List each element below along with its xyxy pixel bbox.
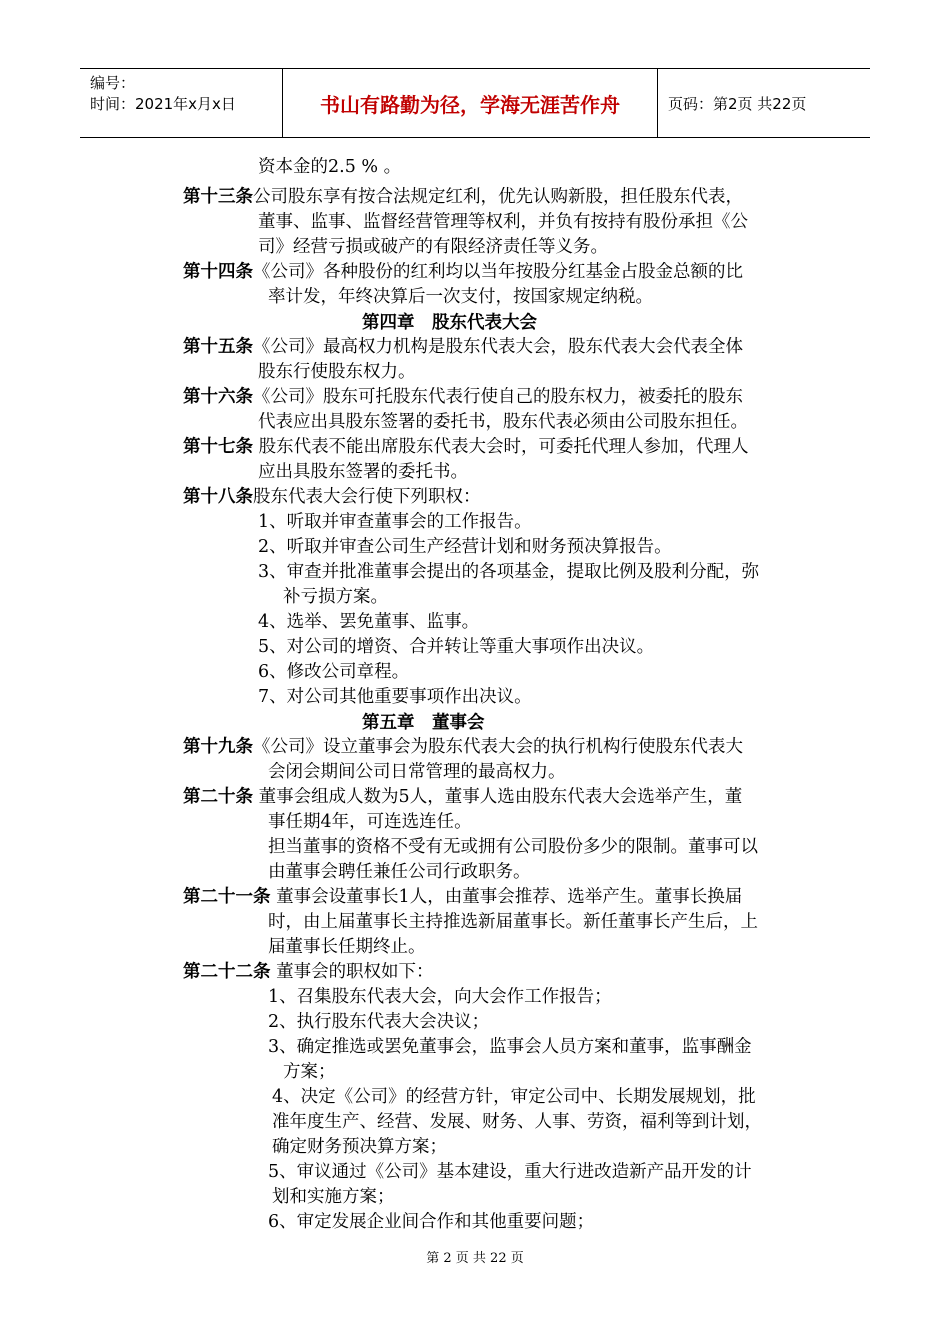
- line-text: 代表应出具股东签署的委托书，股东代表必须由公司股东担任。: [258, 412, 748, 432]
- article-number: 第十四条: [183, 262, 253, 282]
- line-text: 《公司》股东可托股东代表行使自己的股东权力，被委托的股东: [253, 387, 743, 407]
- text-line: [272, 1185, 395, 1209]
- line-text: 4、决定《公司》的经营方针，审定公司中、长期发展规划，批: [272, 1087, 756, 1107]
- text-line: [268, 935, 426, 959]
- text-line: [258, 360, 416, 384]
- text-line: [272, 1135, 447, 1159]
- line-text: 《公司》最高权力机构是股东代表大会，股东代表大会代表全体: [253, 337, 743, 357]
- line-text: 事任期4年，可连选连任。: [268, 812, 472, 832]
- line-text: 确定财务预决算方案；: [272, 1137, 447, 1157]
- text-line: [268, 1210, 594, 1234]
- line-text: 公司股东享有按合法规定红利，优先认购新股，担任股东代表，: [253, 187, 743, 207]
- text-line: [258, 210, 748, 234]
- chapter-heading: [362, 711, 485, 735]
- line-text: 划和实施方案；: [272, 1187, 395, 1207]
- line-text: 时，由上届董事长主持推选新届董事长。新任董事长产生后，上: [268, 912, 758, 932]
- page-header: [80, 68, 870, 138]
- line-text: 股东代表不能出席股东代表大会时，可委托代理人参加，代理人: [253, 437, 749, 457]
- text-line: [183, 335, 743, 359]
- line-text: 3、审查并批准董事会提出的各项基金，提取比例及股利分配，弥: [258, 562, 760, 582]
- line-text: 第四章 股东代表大会: [362, 313, 537, 333]
- page-footer: 第 2 页 共 22 页: [426, 1251, 524, 1266]
- line-text: 应出具股东签署的委托书。: [258, 462, 468, 482]
- line-text: 1、召集股东代表大会，向大会作工作报告；: [268, 987, 612, 1007]
- article-number: 第十七条: [183, 437, 253, 457]
- line-text: 3、确定推选或罢免董事会，监事会人员方案和董事，监事酬金: [268, 1037, 752, 1057]
- line-text: 届董事长任期终止。: [268, 937, 426, 957]
- text-line: [183, 960, 434, 984]
- text-line: [268, 1010, 489, 1034]
- text-line: [268, 985, 612, 1009]
- line-text: 6、修改公司章程。: [258, 662, 410, 682]
- article-number: 第十三条: [183, 187, 253, 207]
- line-text: 《公司》设立董事会为股东代表大会的执行机构行使股东代表大: [253, 737, 743, 757]
- line-text: 股东行使股东权力。: [258, 362, 416, 382]
- text-line: [183, 885, 742, 909]
- text-line: [272, 1110, 762, 1134]
- line-text: 董事、监事、监督经营管理等权利，并负有按持有股份承担《公: [258, 212, 748, 232]
- line-text: 率计发，年终决算后一次支付，按国家规定纳税。: [268, 287, 653, 307]
- text-line: [258, 635, 654, 659]
- line-text: 《公司》各种股份的红利均以当年按股分红基金占股金总额的比: [253, 262, 743, 282]
- text-line: [183, 385, 743, 409]
- header-motto: 书山有路勤为径，学海无涯苦作舟: [283, 69, 658, 137]
- header-page-info: 页码：第2页 共22页: [668, 94, 807, 113]
- line-text: 由董事会聘任兼任公司行政职务。: [268, 862, 531, 882]
- line-text: 2、执行股东代表大会决议；: [268, 1012, 490, 1032]
- text-line: [258, 155, 401, 179]
- article-number: 第十九条: [183, 737, 253, 757]
- text-line: [268, 285, 653, 309]
- text-line: [183, 260, 743, 284]
- text-line: [258, 510, 532, 534]
- line-text: 董事会设董事长1人，由董事会推荐、选举产生。董事长换届: [270, 887, 743, 907]
- text-line: [258, 410, 748, 434]
- line-text: 6、审定发展企业间合作和其他重要问题；: [268, 1212, 595, 1232]
- text-line: [258, 560, 759, 584]
- text-line: [268, 810, 472, 834]
- line-text: 补亏损方案。: [283, 587, 388, 607]
- chapter-heading: [362, 311, 537, 335]
- text-line: [268, 1160, 752, 1184]
- text-line: [268, 835, 758, 859]
- line-text: 准年度生产、经营、发展、财务、人事、劳资，福利等到计划，: [272, 1112, 762, 1132]
- text-line: [258, 235, 608, 259]
- article-number: 第二十一条: [183, 887, 271, 907]
- text-line: [183, 185, 743, 209]
- text-line: [258, 685, 532, 709]
- line-text: 第五章 董事会: [362, 713, 485, 733]
- line-text: 2、听取并审查公司生产经营计划和财务预决算报告。: [258, 537, 672, 557]
- line-text: 董事会组成人数为5人，董事人选由股东代表大会选举产生，董: [253, 787, 743, 807]
- line-text: 1、听取并审查董事会的工作报告。: [258, 512, 532, 532]
- doc-date-label: 时间：2021年x月x日: [90, 95, 236, 113]
- article-number: 第十八条: [183, 487, 253, 507]
- text-line: [268, 1035, 752, 1059]
- text-line: [268, 860, 531, 884]
- text-line: [268, 760, 566, 784]
- doc-number-label: 编号：: [90, 74, 136, 92]
- text-line: [183, 435, 749, 459]
- line-text: 资本金的2.5 % 。: [258, 157, 402, 177]
- text-line: [268, 910, 758, 934]
- text-line: [258, 660, 409, 684]
- line-text: 7、对公司其他重要事项作出决议。: [258, 687, 532, 707]
- text-line: [258, 535, 672, 559]
- text-line: [183, 735, 743, 759]
- text-line: [183, 785, 742, 809]
- line-text: 股东代表大会行使下列职权：: [253, 487, 481, 507]
- text-line: [272, 1085, 756, 1109]
- line-text: 4、选举、罢免董事、监事。: [258, 612, 480, 632]
- line-text: 司》经营亏损或破产的有限经济责任等义务。: [258, 237, 608, 257]
- line-text: 担当董事的资格不受有无或拥有公司股份多少的限制。董事可以: [268, 837, 758, 857]
- article-number: 第二十条: [183, 787, 253, 807]
- text-line: [258, 460, 468, 484]
- article-number: 第十五条: [183, 337, 253, 357]
- line-text: 5、审议通过《公司》基本建设，重大行进改造新产品开发的计: [268, 1162, 752, 1182]
- article-number: 第二十二条: [183, 962, 271, 982]
- text-line: [183, 485, 481, 509]
- text-line: [258, 610, 479, 634]
- line-text: 方案；: [283, 1062, 336, 1082]
- text-line: [283, 585, 388, 609]
- article-number: 第十六条: [183, 387, 253, 407]
- text-line: [283, 1060, 336, 1084]
- line-text: 董事会的职权如下：: [270, 962, 434, 982]
- line-text: 5、对公司的增资、合并转让等重大事项作出决议。: [258, 637, 655, 657]
- header-meta: [80, 69, 283, 137]
- line-text: 会闭会期间公司日常管理的最高权力。: [268, 762, 566, 782]
